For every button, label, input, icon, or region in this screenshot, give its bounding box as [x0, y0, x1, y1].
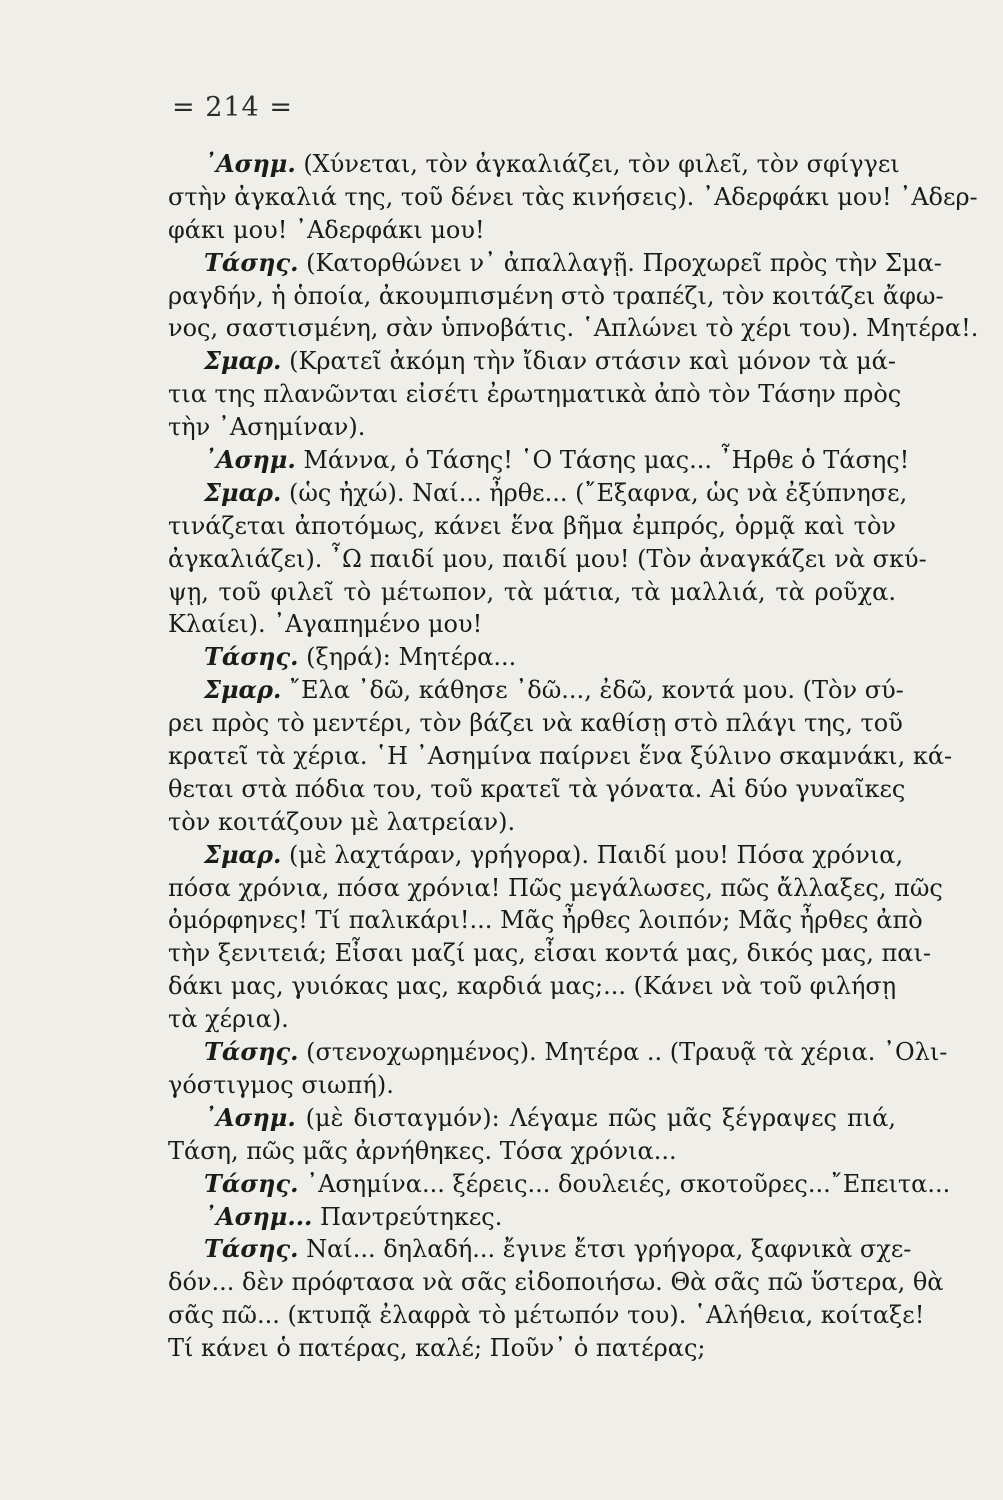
line-text: τὴν ᾿Ασημίναν). [168, 413, 366, 442]
text-line [168, 1069, 896, 1102]
line-text: τινάζεται ἀποτόμως, κάνει ἕνα βῆμα ἐμπρός, ὁρμᾷ καὶ τὸν [168, 511, 896, 540]
text-line [168, 312, 979, 345]
speaker-name: Σμαρ. [204, 839, 282, 869]
text-line [168, 1003, 896, 1036]
line-text: (Κρατεῖ ἀκόμη τὴν ἴδιαν στάσιν καὶ μόνον τὰ μά- [281, 347, 896, 376]
speaker-name: Σμαρ. [204, 346, 282, 376]
speaker-name: Σμαρ. [204, 675, 282, 705]
line-text: (Χύνεται, τὸν ἀγκαλιάζει, τὸν φιλεῖ, τὸν σφίγγει [295, 150, 900, 178]
speaker-name: Τάσης. [204, 247, 299, 277]
speaker-name: Σμαρ. [204, 477, 282, 507]
line-text: φάκι μου! ᾿Αδερφάκι μου! [168, 215, 485, 244]
line-text: (ξηρά): Μητέρα... [298, 643, 517, 672]
line-text: ῎Ελα ᾿δῶ, κάθησε ᾿δῶ..., ἐδῶ, κοντά μου. (Τὸν σύ- [281, 676, 904, 705]
text-line [168, 806, 896, 839]
text-line [168, 608, 896, 641]
line-text: Μάννα, ὁ Τάσης! ῾Ο Τάσης μας... ῏Ηρθε ὁ Τάσης! [295, 446, 910, 475]
text-line [168, 904, 923, 937]
line-text: νος, σαστισμένη, σὰν ὑπνοβάτις. ῾Απλώνει τὸ χέρι του). Μητέρα!. [168, 314, 979, 343]
text-line [168, 280, 944, 313]
text-line [168, 1299, 925, 1332]
line-text: (ὡς ἠχώ). Ναί... ἦρθε... (῎Εξαφνα, ὡς νὰ ἐξύπνησε, [281, 478, 908, 507]
text-line [168, 674, 904, 707]
text-line [168, 740, 953, 773]
text-line [168, 543, 927, 576]
line-text: στὴν ἀγκαλιά της, τοῦ δένει τὰς κινήσεις). ᾿Αδερφάκι μου! ᾿Αδερ- [168, 182, 978, 211]
line-text: κρατεῖ τὰ χέρια. ῾Η ᾿Ασημίνα παίρνει ἕνα ξύλινο σκαμνάκι, κά- [168, 742, 953, 771]
line-text: (μὲ δισταγμόν): Λέγαμε πῶς μᾶς ξέγραψες πιά, [295, 1103, 896, 1132]
line-text: τια της πλανῶνται εἰσέτι ἐρωτηματικὰ ἀπὸ τὸν Τάσην πρὸς [168, 380, 902, 409]
line-text: πόσα χρόνια, πόσα χρόνια! Πῶς μεγάλωσες, πῶς ἄλλαξες, πῶς [168, 873, 943, 902]
text-line [168, 937, 931, 970]
text-line [168, 1201, 896, 1234]
page-number: = 214 = [172, 92, 293, 123]
line-text: (μὲ λαχτάραν, γρήγορα). Παιδί μου! Πόσα χρόνια, [281, 840, 904, 869]
text-line [168, 970, 896, 1003]
text-line [168, 510, 896, 543]
line-text: δόν... δὲν πρόφτασα νὰ σᾶς εἰδοποιήσω. Θὰ σᾶς πῶ ὕστερα, θὰ [168, 1268, 944, 1297]
line-text: ᾿Ασημίνα... ξέρεις... δουλειές, σκοτοῦρες...῎Επειτα... [298, 1169, 951, 1198]
line-text: ψῃ, τοῦ φιλεῖ τὸ μέτωπον, τὰ μάτια, τὰ μαλλιά, τὰ ροῦχα. [168, 577, 896, 606]
text-line [168, 1102, 896, 1135]
line-text: σᾶς πῶ... (κτυπᾷ ἐλαφρὰ τὸ μέτωπόν του). ῾Αλήθεια, κοίταξε! [168, 1301, 925, 1330]
speaker-name: ᾿Ασημ. [204, 149, 296, 178]
line-text: Τάση, πῶς μᾶς ἀρνήθηκες. Τόσα χρόνια... [168, 1136, 677, 1165]
speaker-name: Τάσης. [204, 642, 299, 672]
speaker-name: ᾿Ασημ... [204, 1201, 313, 1231]
text-line [168, 707, 903, 740]
text-line [168, 477, 908, 510]
line-text: Τί κάνει ὁ πατέρας, καλέ; Ποῦν᾿ ὁ πατέρας; [168, 1334, 706, 1363]
speaker-name: ᾿Ασημ. [204, 445, 296, 475]
line-text: τὴν ξενιτειά; Εἶσαι μαζί μας, εἶσαι κοντά μας, δικός μας, παι- [168, 939, 931, 968]
speaker-name: Τάσης. [204, 1037, 299, 1067]
text-line [168, 1332, 896, 1365]
text-line [168, 839, 904, 872]
line-text: δάκι μας, γυιόκας μας, καρδιά μας;... (Κάνει νὰ τοῦ φιλήσῃ [168, 972, 897, 1001]
line-text: θεται στὰ πόδια του, τοῦ κρατεῖ τὰ γόνατα. Αἱ δύο γυναῖκες [168, 774, 906, 803]
text-line [168, 247, 942, 280]
play-text [168, 148, 979, 1365]
line-text: γόστιγμος σιωπή). [168, 1070, 394, 1099]
line-text: ἀγκαλιάζει). ῏Ω παιδί μου, παιδί μου! (Τὸν ἀναγκάζει νὰ σκύ- [168, 544, 927, 573]
line-text: Ναί... δηλαδή... ἔγινε ἔτσι γρήγορα, ξαφνικὰ σχε- [298, 1235, 912, 1264]
text-line [168, 1036, 948, 1069]
text-line [168, 148, 900, 181]
speaker-name: Τάσης. [204, 1234, 299, 1264]
text-line [168, 1233, 912, 1266]
line-text: ραγδήν, ἡ ὁποία, ἀκουμπισμένη στὸ τραπέζι, τὸν κοιτάζει ἄφω- [168, 281, 944, 310]
line-text: (στενοχωρημένος). Μητέρα .. (Τραυᾷ τὰ χέρια. ᾿Ολι- [298, 1038, 948, 1067]
text-line [168, 1135, 896, 1168]
speaker-name: ᾿Ασημ. [204, 1102, 296, 1132]
text-line [168, 641, 896, 674]
text-line [168, 181, 978, 214]
line-text: (Κατορθώνει ν᾿ ἀπαλλαγῇ. Προχωρεῖ πρὸς τὴν Σμα- [298, 248, 942, 277]
line-text: ρει πρὸς τὸ μεντέρι, τὸν βάζει νὰ καθίσῃ στὸ πλάγι της, τοῦ [168, 709, 903, 738]
text-line [168, 378, 902, 411]
speaker-name: Τάσης. [204, 1168, 299, 1198]
line-text: τὰ χέρια). [168, 1005, 289, 1034]
text-line [168, 872, 943, 905]
line-text: Παντρεύτηκες. [312, 1202, 503, 1231]
text-line [168, 345, 896, 378]
line-text: τὸν κοιτάζουν μὲ λατρείαν). [168, 807, 516, 836]
text-line [168, 1266, 944, 1299]
line-text: ὀμόρφηνες! Τί παλικάρι!... Μᾶς ἦρθες λοιπόν; Μᾶς ἦρθες ἀπὸ [168, 906, 923, 935]
line-text: Κλαίει). ᾿Αγαπημένο μου! [168, 610, 483, 639]
text-line [168, 773, 906, 806]
text-line [168, 214, 896, 247]
text-line [168, 411, 896, 444]
text-line [168, 576, 896, 609]
text-line [168, 1168, 951, 1201]
text-line [168, 444, 910, 477]
